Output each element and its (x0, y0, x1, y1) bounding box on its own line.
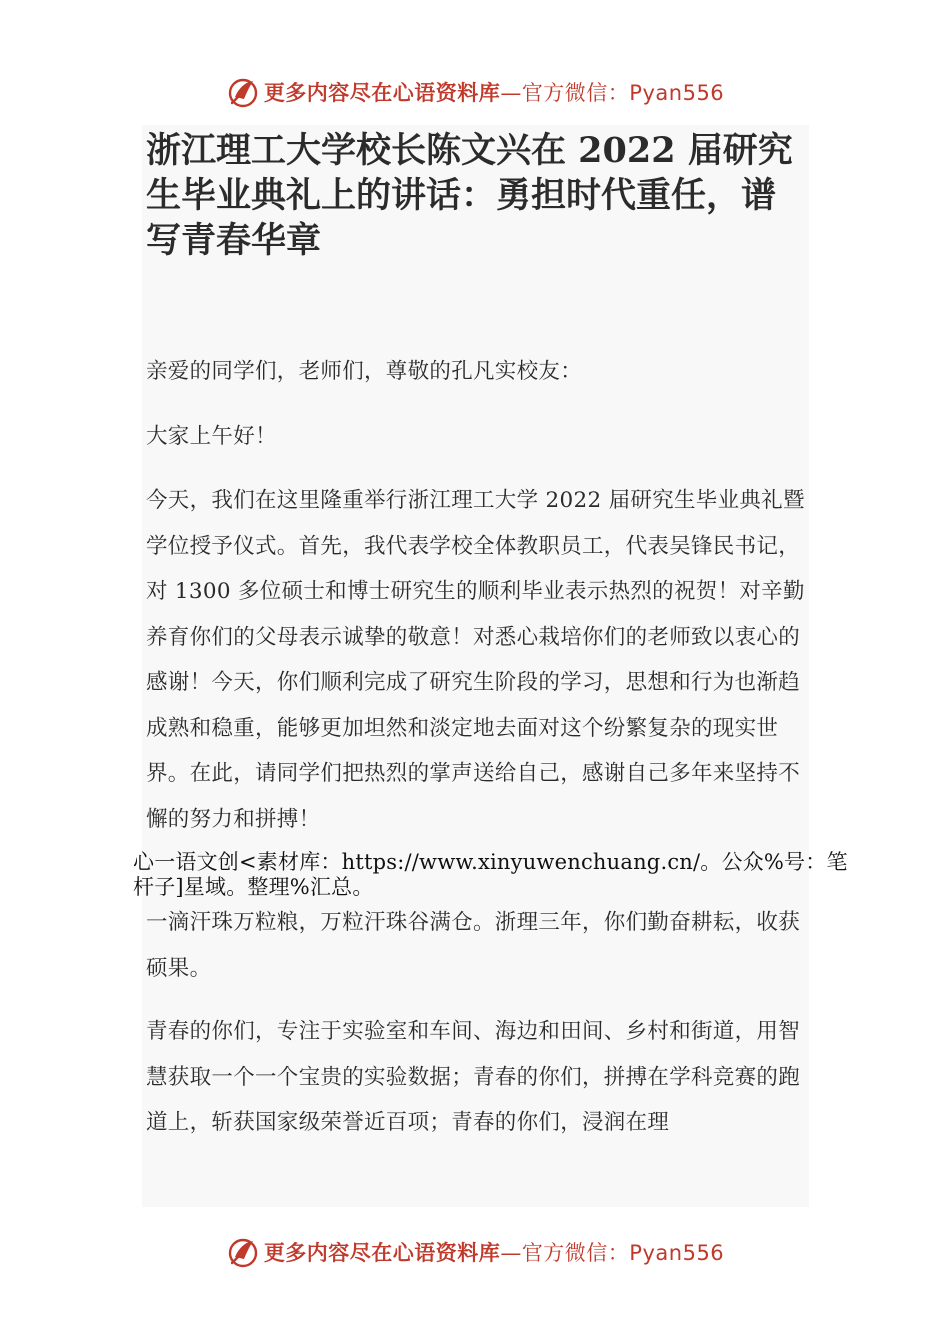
logo-icon (226, 1235, 260, 1269)
greeting: 大家上午好！ (146, 424, 277, 449)
banner-main-text: 更多内容尽在心语资料库 (263, 1241, 501, 1265)
body-paragraph: 青春的你们，专注于实验室和车间、海边和田间、乡村和街道，用智慧获取一个一个宝贵的实验数据；青春的你们，拼搏在学科竞赛的跑道上，斩获国家级荣誉近百项；青春的你们，浸润在理 (146, 1019, 801, 1135)
header-banner (0, 72, 950, 112)
footer-banner (0, 1232, 950, 1272)
salutation: 亲爱的同学们，老师们，尊敬的孔凡实校友： (146, 359, 583, 384)
logo-icon (226, 75, 260, 109)
banner-wechat-text: —官方微信：Pyan556 (500, 81, 725, 105)
body-paragraph: 一滴汗珠万粒粮，万粒汗珠谷满仓。浙理三年，你们勤奋耕耘，收获硕果。 (146, 910, 801, 981)
banner-wechat-text: —官方微信：Pyan556 (500, 1241, 725, 1265)
page-title: 浙江理工大学校长陈文兴在 2022 届研究生毕业典礼上的讲话：勇担时代重任，谱写青春华章 (146, 130, 793, 261)
banner-main-text: 更多内容尽在心语资料库 (263, 81, 501, 105)
body-paragraph: 今天，我们在这里隆重举行浙江理工大学 2022 届研究生毕业典礼暨学位授予仪式。首先，我代表学校全体教职员工，代表吴锋民书记，对 1300 多位硕士和博士研究生的顺利毕业表示热烈的祝贺！对辛勤养育你们的父母表示诚挚的敬意！对悉心栽培你们的老师致以衷心的感谢！今天，你们顺利完成了研究生阶段的学习，思想和行为也渐趋成熟和稳重，能够更加坦然和淡定地去面对这个纷繁复杂的现实世界。在此，请同学们把热烈的掌声送给自己，感谢自己多年来坚持不懈的努力和拼搏！ (146, 488, 805, 832)
watermark-ad-text: 心一语文创<素材库：https://www.xinyuwenchuang.cn/。公众%号：笔杆子]星域。整理%汇总。 (133, 850, 848, 899)
